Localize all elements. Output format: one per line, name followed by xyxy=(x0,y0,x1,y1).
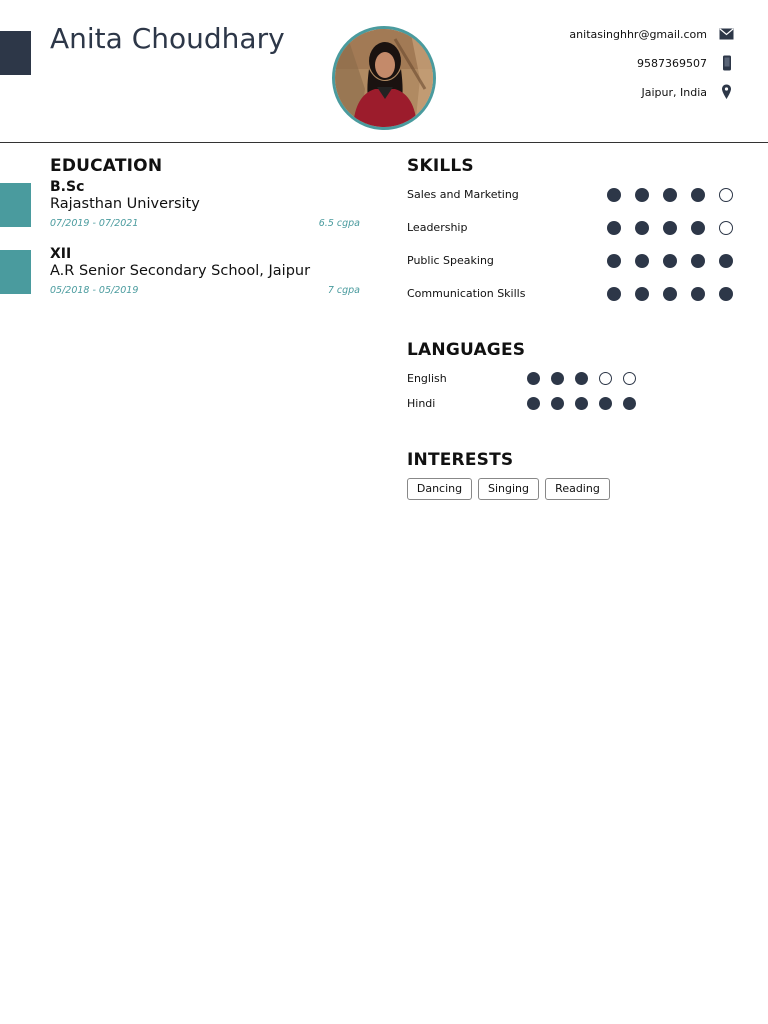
skill-dot-filled xyxy=(691,188,705,202)
profile-photo-image xyxy=(335,29,433,127)
education-dates: 07/2019 - 07/2021 xyxy=(50,218,139,229)
education-gpa: 6.5 cgpa xyxy=(318,218,360,229)
education-degree: XII xyxy=(50,246,72,262)
candidate-name: Anita Choudhary xyxy=(50,22,285,55)
skill-dot-filled xyxy=(719,254,733,268)
contact-phone[interactable] xyxy=(637,55,734,71)
skill-dot-filled xyxy=(691,287,705,301)
languages-title: LANGUAGES xyxy=(407,340,526,360)
education-dates: 05/2018 - 05/2019 xyxy=(50,285,139,296)
interest-chip: Singing xyxy=(478,478,539,500)
skill-dot-filled xyxy=(663,287,677,301)
language-dot-filled xyxy=(551,372,564,385)
skill-dot-filled xyxy=(663,188,677,202)
location-pin-icon xyxy=(719,84,734,100)
contact-location xyxy=(641,84,734,100)
education-degree: B.Sc xyxy=(50,179,85,195)
language-name: Hindi xyxy=(407,397,436,410)
language-name: English xyxy=(407,372,447,385)
education-gpa: 7 cgpa xyxy=(327,285,360,296)
email-text: anitasinghhr@gmail.com xyxy=(569,27,707,41)
skill-dot-empty xyxy=(719,221,733,235)
education-accent-bar xyxy=(0,250,31,294)
skill-dot-filled xyxy=(635,221,649,235)
envelope-icon xyxy=(719,28,734,40)
name-accent-block xyxy=(0,31,31,75)
skill-dot-filled xyxy=(691,254,705,268)
phone-text: 9587369507 xyxy=(637,56,707,70)
skill-name: Leadership xyxy=(407,221,468,234)
skill-dot-filled xyxy=(663,254,677,268)
location-text: Jaipur, India xyxy=(641,85,707,99)
profile-photo xyxy=(332,26,436,130)
skill-dot-filled xyxy=(607,254,621,268)
skill-dot-filled xyxy=(635,188,649,202)
skill-dot-filled xyxy=(691,221,705,235)
skill-dot-filled xyxy=(635,287,649,301)
language-dot-filled xyxy=(623,397,636,410)
language-dot-filled xyxy=(527,372,540,385)
language-dot-empty xyxy=(623,372,636,385)
education-accent-bar xyxy=(0,183,31,227)
skill-dot-empty xyxy=(719,188,733,202)
education-institution: A.R Senior Secondary School, Jaipur xyxy=(50,263,311,279)
skill-dot-filled xyxy=(607,221,621,235)
skill-name: Sales and Marketing xyxy=(407,188,519,201)
language-dot-filled xyxy=(527,397,540,410)
interest-chip: Reading xyxy=(545,478,610,500)
skills-title: SKILLS xyxy=(407,156,474,176)
skill-dot-filled xyxy=(607,287,621,301)
resume-header xyxy=(0,0,768,143)
skill-dot-filled xyxy=(607,188,621,202)
contact-email[interactable] xyxy=(569,27,734,41)
language-dot-filled xyxy=(575,397,588,410)
language-dot-empty xyxy=(599,372,612,385)
language-dot-filled xyxy=(599,397,612,410)
skill-dot-filled xyxy=(719,287,733,301)
interest-chip: Dancing xyxy=(407,478,472,500)
phone-icon xyxy=(719,55,734,71)
education-title: EDUCATION xyxy=(50,156,163,176)
language-dot-filled xyxy=(551,397,564,410)
skill-name: Communication Skills xyxy=(407,287,526,300)
interests-title: INTERESTS xyxy=(407,450,514,470)
skill-name: Public Speaking xyxy=(407,254,494,267)
language-dot-filled xyxy=(575,372,588,385)
education-institution: Rajasthan University xyxy=(50,196,200,212)
skill-dot-filled xyxy=(663,221,677,235)
skill-dot-filled xyxy=(635,254,649,268)
